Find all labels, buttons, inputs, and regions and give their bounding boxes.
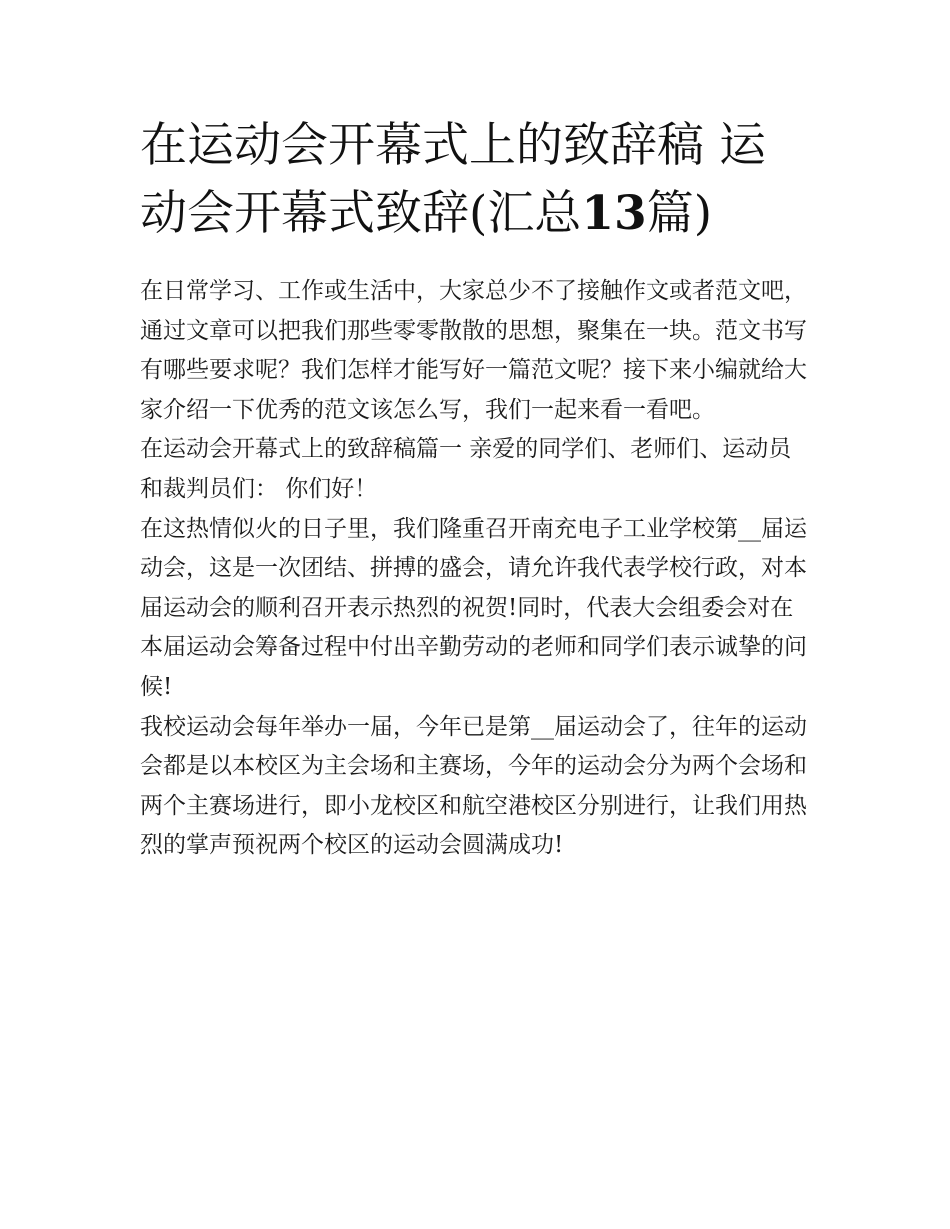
intro-paragraph: 在日常学习、工作或生活中，大家总少不了接触作文或者范文吧，通过文章可以把我们那些零零散散的思想，聚集在一块。范文书写有哪些要求呢？我们怎样才能写好一篇范文呢？接下来小编就给大家介绍一下优秀的范文该怎么写，我们一起来看一看吧。	[140, 278, 807, 423]
document-title	[140, 112, 812, 248]
venue-paragraph: 我校运动会每年举办一届，今年已是第__届运动会了，往年的运动会都是以本校区为主会场和主赛场，今年的运动会分为两个会场和两个主赛场进行，即小龙校区和航空港校区分别进行，让我们用热烈的掌声预祝两个校区的运动会圆满成功!	[140, 713, 807, 859]
title-number: 13	[581, 186, 647, 241]
opening-paragraph: 在这热情似火的日子里，我们隆重召开南充电子工业学校第__届运动会，这是一次团结、拼搏的盛会，请允许我代表学校行政，对本届运动会的顺利召开表示热烈的祝贺!同时，代表大会组委会对在本届运动会筹备过程中付出辛勤劳动的老师和同学们表示诚挚的问候!	[140, 515, 807, 700]
greeting-paragraph: 在运动会开幕式上的致辞稿篇一 亲爱的同学们、老师们、运动员和裁判员们： 你们好！	[140, 436, 792, 502]
document-page	[140, 112, 812, 866]
title-suffix: 篇)	[646, 186, 713, 241]
title-text: 在运动会开幕式上的致辞稿 运动会开幕式致辞(汇总	[140, 118, 766, 241]
